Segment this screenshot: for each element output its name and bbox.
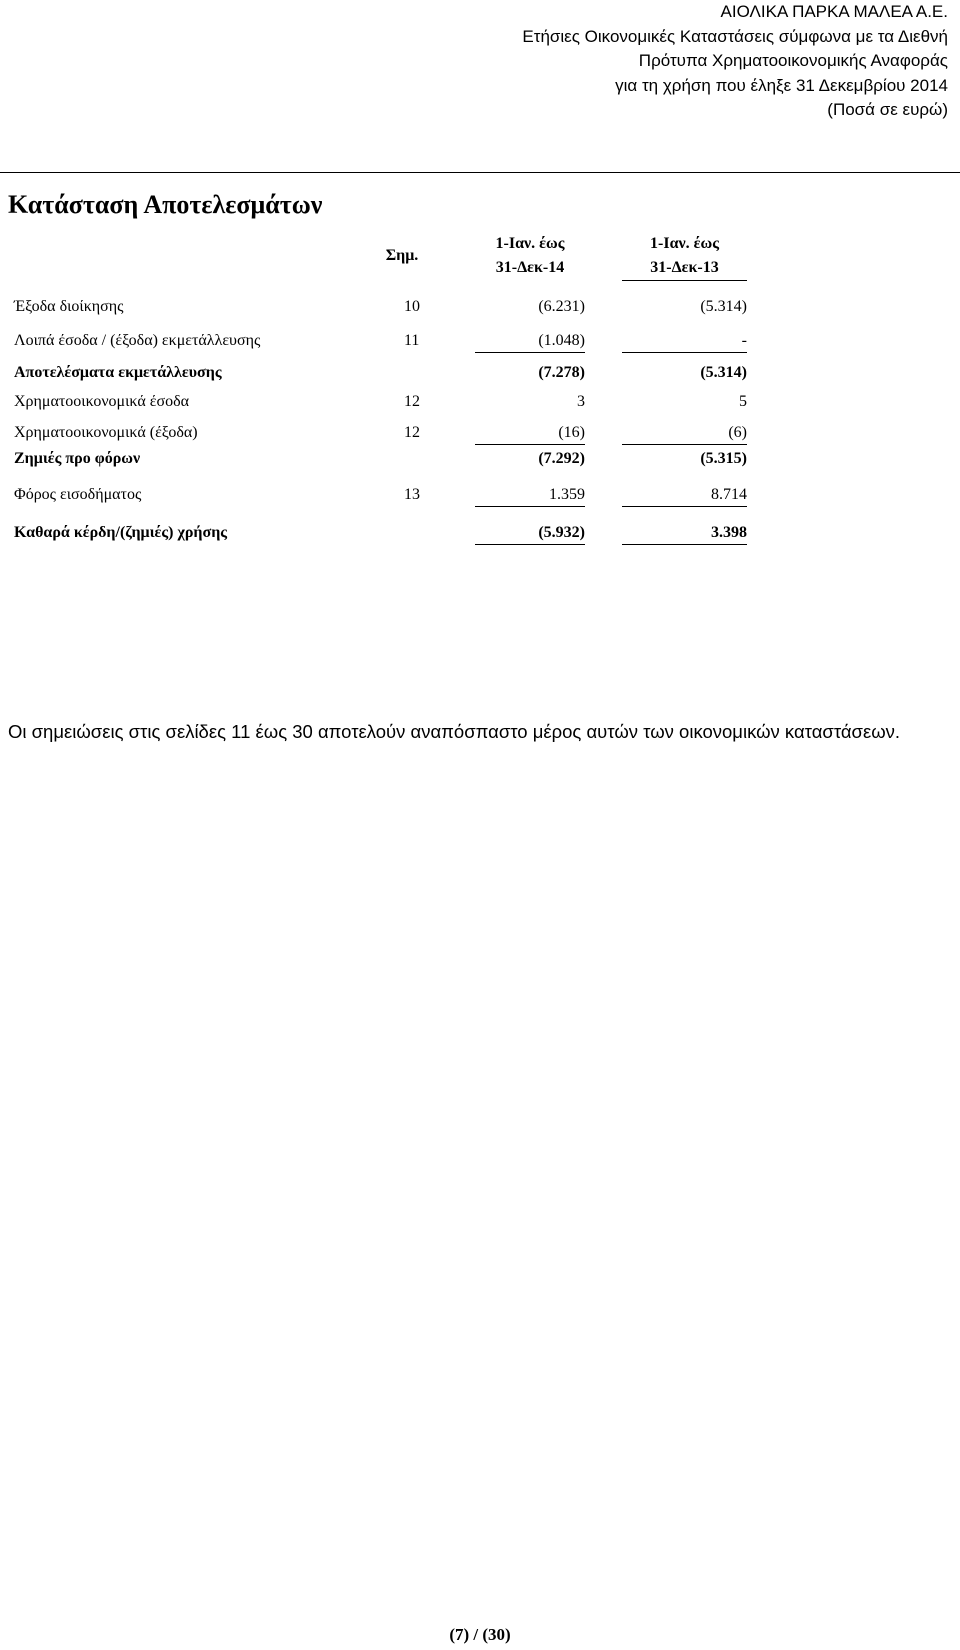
notes-footnote: Οι σημειώσεις στις σελίδες 11 έως 30 αποτελούν αναπόσπαστο μέρος αυτών των οικονομικών καταστάσεων. <box>8 721 901 742</box>
row-value-2013: 3.398 <box>622 521 747 545</box>
table-row <box>0 390 960 414</box>
statement-title: Κατάσταση Αποτελεσμάτων <box>8 190 323 219</box>
period-2013-header-line2: 31-Δεκ-13 <box>650 259 719 276</box>
table-row <box>0 521 960 545</box>
row-value-2013: 5 <box>739 393 747 410</box>
page-number: (7) / (30) <box>449 1625 511 1644</box>
header-line-2: Ετήσιες Οικονομικές Καταστάσεις σύμφωνα με τα Διεθνή <box>522 26 948 46</box>
table-row <box>0 447 960 471</box>
row-label: Ζημιές προ φόρων <box>14 450 141 467</box>
document-header <box>522 0 948 123</box>
header-line-4: για τη χρήση που έληξε 31 Δεκεμβρίου 2014 <box>615 75 948 95</box>
row-value-2013: (5.314) <box>700 298 747 315</box>
row-value-2013: 8.714 <box>622 483 747 507</box>
currency-note: (Ποσά σε ευρώ) <box>827 100 948 119</box>
period-2014-header-line2: 31-Δεκ-14 <box>495 259 565 276</box>
row-value-2013: (5.314) <box>700 364 747 381</box>
period-2014-header <box>475 232 585 280</box>
row-label: Αποτελέσματα εκμετάλλευσης <box>14 364 222 381</box>
row-label: Έξοδα διοίκησης <box>14 298 124 315</box>
row-value-2014: (6.231) <box>538 298 585 315</box>
table-row <box>0 329 960 353</box>
company-name: ΑΙΟΛΙΚΑ ΠΑΡΚΑ ΜΑΛΕΑ Α.Ε. <box>720 2 948 21</box>
row-label: Χρηματοοικονομικά (έξοδα) <box>14 424 198 441</box>
period-2014-header-line1: 1-Ιαν. έως <box>495 235 565 252</box>
row-value-2013: (5.315) <box>700 450 747 467</box>
row-label: Χρηματοοικονομικά έσοδα <box>14 393 189 410</box>
row-value-2014: (7.278) <box>538 364 585 381</box>
row-value-2014: (7.292) <box>538 450 585 467</box>
row-value-2014: (16) <box>475 421 585 445</box>
table-row <box>0 295 960 319</box>
period-2013-header-line1: 1-Ιαν. έως <box>650 235 719 252</box>
row-note: 12 <box>404 424 420 441</box>
table-row <box>0 483 960 507</box>
row-value-2013: - <box>622 329 747 353</box>
row-value-2014: 3 <box>577 393 585 410</box>
period-2013-header <box>622 232 747 281</box>
row-note: 12 <box>404 393 420 410</box>
table-row <box>0 361 960 385</box>
row-value-2014: 1.359 <box>475 483 585 507</box>
header-line-3: Πρότυπα Χρηματοοικονομικής Αναφοράς <box>638 51 948 70</box>
row-value-2014: (5.932) <box>475 521 585 545</box>
row-value-2014: (1.048) <box>475 329 585 353</box>
header-divider <box>0 172 960 173</box>
row-label: Λοιπά έσοδα / (έξοδα) εκμετάλλευσης <box>14 332 261 349</box>
row-note: 13 <box>404 486 420 503</box>
row-note: 10 <box>404 298 420 315</box>
note-column-header: Σημ. <box>385 247 419 264</box>
row-note: 11 <box>404 332 420 349</box>
table-row <box>0 421 960 445</box>
row-label: Φόρος εισοδήματος <box>14 486 142 503</box>
row-value-2013: (6) <box>622 421 747 445</box>
row-label: Καθαρά κέρδη/(ζημιές) χρήσης <box>14 524 228 541</box>
